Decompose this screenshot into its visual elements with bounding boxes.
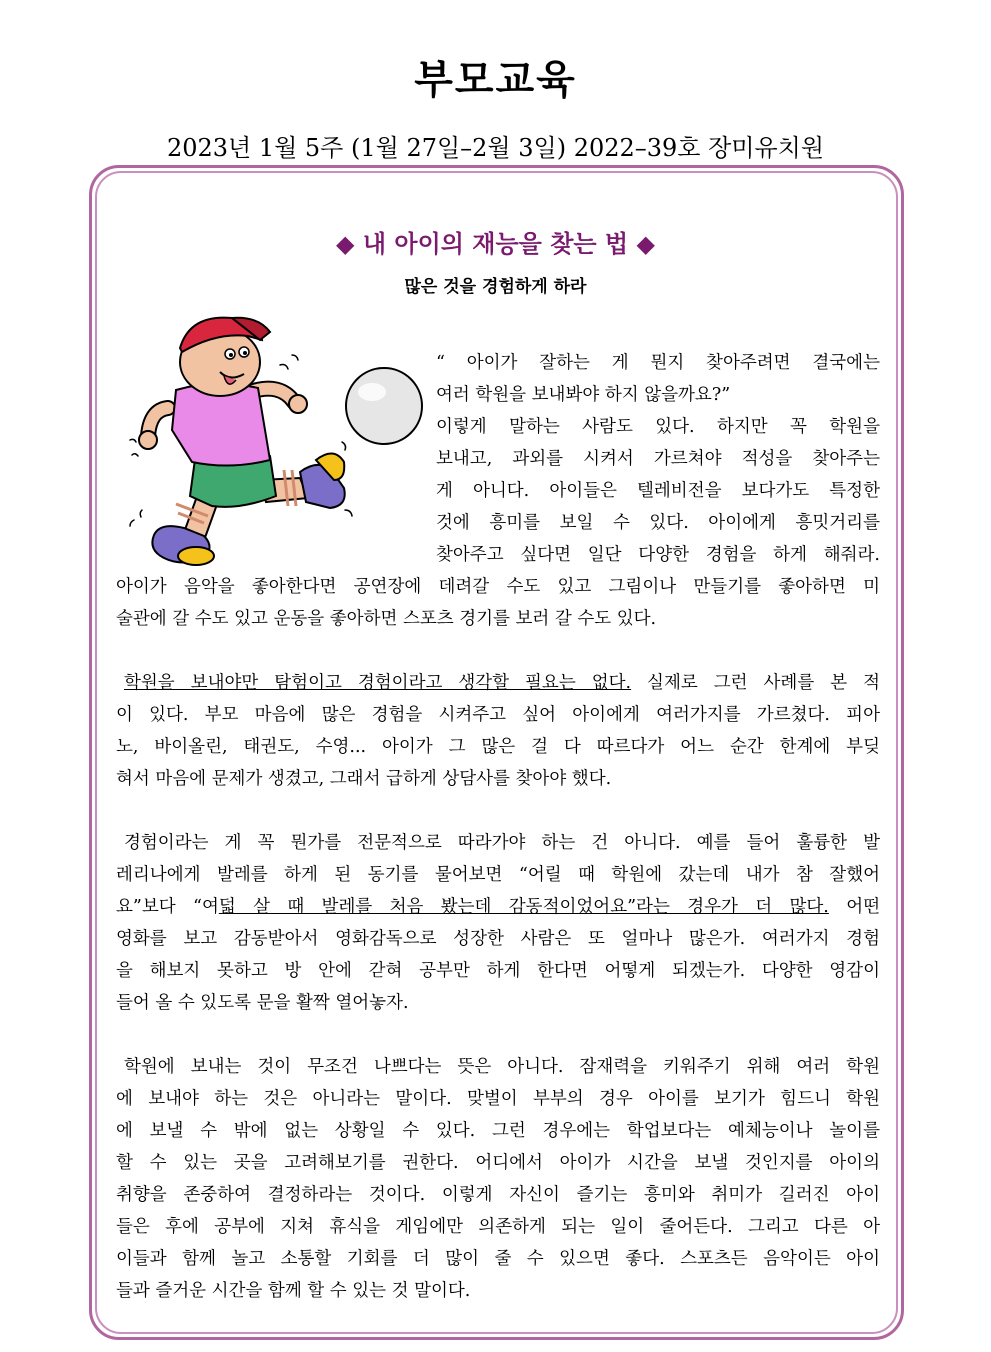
paragraph-line: 들과 즐거운 시간을 함께 할 수 있는 것 말이다.	[116, 1281, 471, 1301]
paragraph-line: 학원에 보내는 것이 무조건 나쁘다는 뜻은 아니다. 잠재력을 키워주기 위해 여러 학원	[124, 1057, 880, 1077]
boy-kicking-ball-illustration	[120, 310, 440, 580]
paragraph-line: 노, 바이올린, 태권도, 수영... 아이가 그 많은 걸 다 따르다가 어느 순간 한계에 부딪	[116, 737, 880, 757]
article-subheading: 많은 것을 경험하게 하라	[404, 277, 587, 297]
wrapped-line: 것에 흥미를 보일 수 있다. 아이에게 흥밋거리를	[436, 513, 880, 533]
paragraph-line: 에 보낼 수 밖에 없는 상황일 수 있다. 그런 경우에는 학업보다는 예체능이나 놀이를	[116, 1121, 880, 1141]
paragraph-line: 아이가 음악을 좋아한다면 공연장에 데려갈 수도 있고 그림이나 만들기를 좋아하면 미	[116, 577, 880, 597]
wrapped-line: 찾아주고 싶다면 일단 다양한 경험을 하게 해줘라.	[436, 545, 880, 565]
paragraph-line: 취향을 존중하여 결정하라는 것이다. 이렇게 자신이 즐기는 흥미와 취미가 길러진 아이	[116, 1185, 880, 1205]
ball	[346, 368, 422, 444]
paragraph-line: 술관에 갈 수도 있고 운동을 좋아하면 스포츠 경기를 보러 갈 수도 있다.	[116, 609, 657, 629]
article-heading: ◆ 내 아이의 재능을 찾는 법 ◆	[336, 230, 655, 258]
paragraph-line: 들은 후에 공부에 지쳐 휴식을 게임에만 의존하게 되는 일이 줄어든다. 그리고 다른 아	[116, 1217, 880, 1237]
paragraph-line: 요”보다 “여덟 살 때 발레를 처음 봤는데 감동적이었어요”라는 경우가 더 많다. 어떤	[116, 897, 880, 917]
wrapped-line: “ 아이가 잘하는 게 뭔지 찾아주려면 결국에는	[436, 353, 880, 373]
underlined-text: 학원을 보내야만 탐험이고 경험이라고 생각할 필요는 없다.	[124, 673, 632, 693]
paragraph-line: 들어 올 수 있도록 문을 활짝 열어놓자.	[116, 993, 409, 1013]
underlined-text: 덟 살 때 발레를 처음 봤는데 감동적이었어요”라는 경우가 더 많다.	[218, 897, 829, 917]
wrapped-line: 보내고, 과외를 시켜서 가르쳐야 적성을 찾아주는	[436, 449, 880, 469]
paragraph-line: 혀서 마음에 문제가 생겼고, 그래서 급하게 상담사를 찾아야 했다.	[116, 769, 612, 789]
paragraph-line: 영화를 보고 감동받아서 영화감독으로 성장한 사람은 또 얼마나 많은가. 여러가지 경험	[116, 929, 880, 949]
paragraph-line: 할 수 있는 곳을 고려해보기를 권한다. 어디에서 아이가 시간을 보낼 것인지를 아이의	[116, 1153, 880, 1173]
paragraph-line: 이들과 함께 놀고 소통할 기회를 더 많이 줄 수 있으면 좋다. 스포츠든 음악이든 아이	[116, 1249, 880, 1269]
page-title: 부모교육	[414, 57, 577, 103]
wrapped-line: 여러 학원을 보내봐야 하지 않을까요?”	[436, 385, 731, 405]
paragraph-line: 학원을 보내야만 탐험이고 경험이라고 생각할 필요는 없다. 실제로 그런 사례를 본 적	[124, 673, 880, 693]
paragraph-line: 을 해보지 못하고 방 안에 갇혀 공부만 하게 한다면 어떻게 되겠는가. 다양한 영감이	[116, 961, 880, 981]
issue-line: 2023년 1월 5주 (1월 27일–2월 3일) 2022–39호 장미유치원	[166, 134, 825, 162]
paragraph-line: 에 보내야 하는 것은 아니라는 말이다. 맞벌이 부부의 경우 아이를 보기가 힘드니 학원	[116, 1089, 880, 1109]
paragraph-line: 레리나에게 발레를 하게 된 동기를 물어보면 “어릴 때 학원에 갔는데 내가 참 잘했어	[116, 865, 880, 885]
wrapped-line: 게 아니다. 아이들은 텔레비전을 보다가도 특정한	[436, 481, 880, 501]
paragraph-line: 경험이라는 게 꼭 뭔가를 전문적으로 따라가야 하는 건 아니다. 예를 들어 훌륭한 발	[124, 833, 880, 853]
paragraph-line: 이 있다. 부모 마음에 많은 경험을 시켜주고 싶어 아이에게 여러가지를 가르쳤다. 피아	[116, 705, 880, 725]
wrapped-line: 이렇게 말하는 사람도 있다. 하지만 꼭 학원을	[436, 417, 880, 437]
